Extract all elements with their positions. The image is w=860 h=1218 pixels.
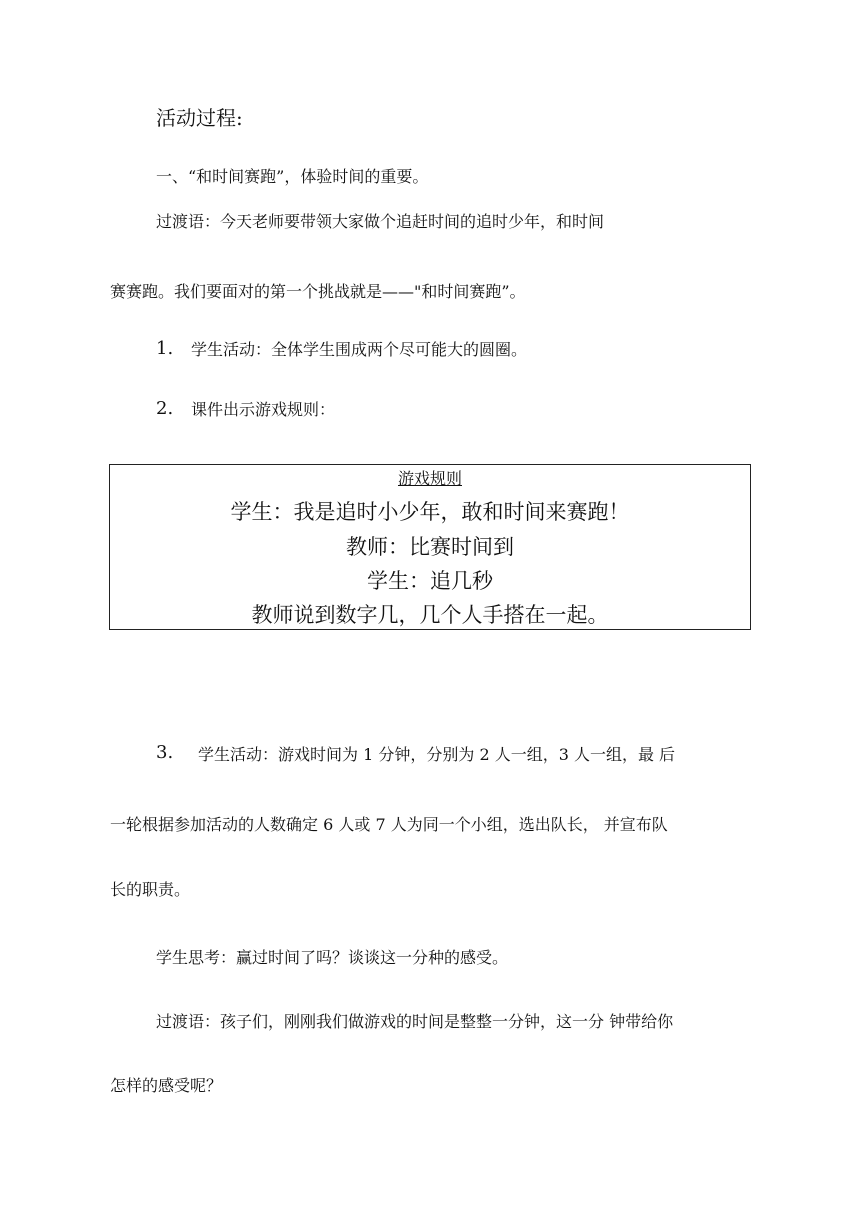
- item3-line2: 一轮根据参加活动的人数确定 6 人或 7 人为同一个小组，选出队长， 并宣布队: [110, 815, 668, 834]
- item1-number: 1.: [156, 338, 174, 359]
- part1-heading: 一、“和时间赛跑”，体验时间的重要。: [156, 167, 429, 186]
- game-rules-line: 学生：追几秒: [367, 569, 493, 593]
- game-rules-line: 教师：比赛时间到: [346, 535, 514, 559]
- transition1-line1: 过渡语：今天老师要带领大家做个追赶时间的追时少年，和时间: [156, 212, 605, 231]
- item3-line3: 长的职责。: [110, 880, 191, 899]
- item2-text: 课件出示游戏规则：: [191, 400, 336, 419]
- item3-number: 3.: [156, 742, 174, 763]
- student-thinking: 学生思考：赢过时间了吗？谈谈这一分种的感受。: [156, 948, 509, 967]
- item2-number: 2.: [156, 398, 174, 419]
- game-rules-line: 学生：我是追时小少年，敢和时间来赛跑！: [230, 500, 630, 524]
- section-title: 活动过程:: [156, 106, 243, 130]
- game-rules-box: [109, 464, 751, 630]
- game-rules-title-text: 游戏规则: [397, 469, 462, 488]
- transition2-line2: 怎样的感受呢？: [110, 1076, 223, 1095]
- game-rules-title: [110, 469, 750, 489]
- transition2-line1: 过渡语：孩子们，刚刚我们做游戏的时间是整整一分钟，这一分 钟带给你: [156, 1012, 674, 1031]
- transition1-line2: 赛赛跑。我们要面对的第一个挑战就是——"和时间赛跑”。: [110, 282, 526, 301]
- item3-line1: 学生活动：游戏时间为 1 分钟，分别为 2 人一组，3 人一组，最 后: [198, 745, 676, 764]
- game-rules-line: 教师说到数字几，几个人手搭在一起。: [251, 603, 609, 627]
- item1-text: 学生活动：全体学生围成两个尽可能大的圆圈。: [191, 340, 528, 359]
